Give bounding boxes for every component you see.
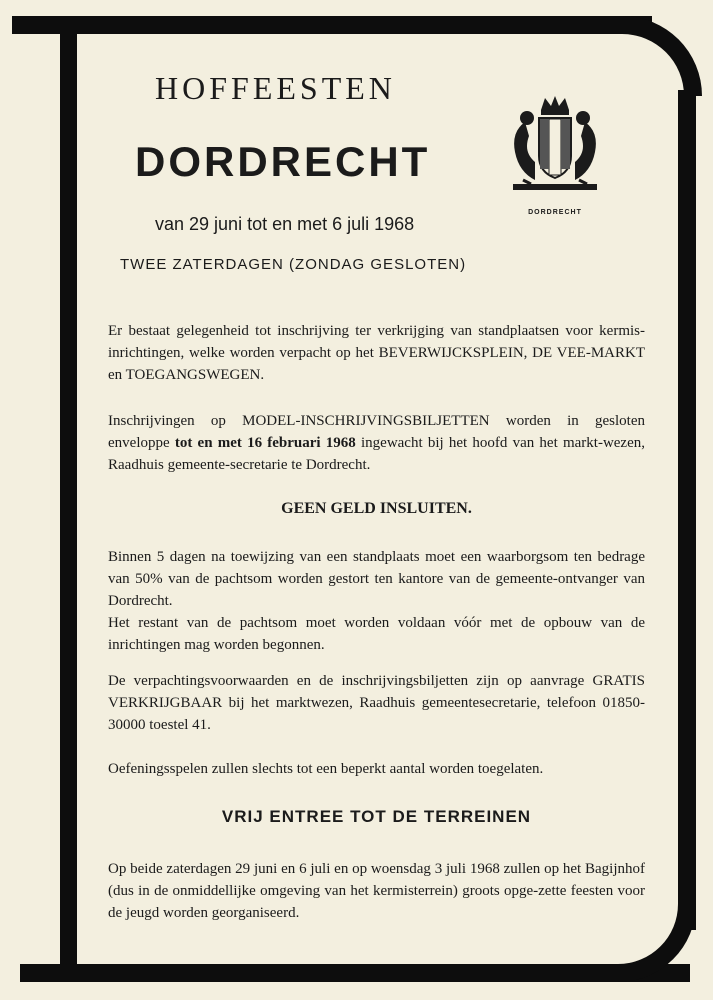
event-dates: van 29 juni tot en met 6 juli 1968 bbox=[155, 214, 415, 234]
paragraph-jeugdfeesten: Op beide zaterdagen 29 juni en 6 juli en op woensdag 3 juli 1968 zullen op het Bagijnhof (dus in de onmiddellijke omgeving van het kermisterrein) groots opge-zette feesten voor de jeugd worden georganiseerd. bbox=[108, 861, 645, 921]
coat-of-arms bbox=[505, 92, 605, 217]
border-top bbox=[12, 16, 652, 34]
paragraph-voorwaarden: De verpachtingsvoorwaarden en de inschrijvingsbiljetten zijn op aanvrage GRATIS VERKRIJGBAAR bij het marktwezen, Raadhuis gemeentesecretarie, telefoon 01850-30000 toestel 41. bbox=[108, 673, 645, 733]
border-left bbox=[60, 34, 77, 964]
poster-header bbox=[100, 60, 650, 273]
paragraph-inschrijving: Er bestaat gelegenheid tot inschrijving ter verkrijging van standplaatsen voor kermis-inrichtingen, welke worden verpacht op het BEVERWIJCKSPLEIN, DE VEE-MARKT en TOEGANGSWEGEN. bbox=[108, 323, 645, 383]
paragraph-modelbiljetten-a: Inschrijvingen op MODEL-INSCHRIJVINGSBILJETTEN worden in gesloten enveloppe bbox=[108, 413, 645, 451]
paragraph-oefeningsspelen: Oefeningsspelen zullen slechts tot een beperkt aantal worden toegelaten. bbox=[108, 761, 544, 777]
paragraph-restant: Het restant van de pachtsom moet worden voldaan vóór met de opbouw van de inrichtingen mag worden begonnen. bbox=[108, 615, 645, 653]
paragraph-deadline: tot en met 16 februari 1968 bbox=[174, 435, 356, 451]
paragraph-modelbiljetten-b: ingewacht bij het hoofd van het markt-wezen, Raadhuis gemeente-secretarie te Dordrecht. bbox=[108, 435, 645, 473]
poster-content bbox=[100, 60, 650, 921]
coat-of-arms-caption: DORDRECHT bbox=[528, 209, 582, 216]
paragraph-modelbiljetten bbox=[108, 410, 645, 476]
notice-geen-geld: GEEN GELD INSLUITEN. bbox=[281, 500, 472, 517]
title-dordrecht: DORDRECHT bbox=[135, 138, 431, 185]
border-bottom bbox=[20, 964, 690, 982]
border-right bbox=[678, 90, 696, 930]
heading-vrij-entree: VRIJ ENTREE TOT DE TERREINEN bbox=[221, 807, 532, 826]
title-hoffeesten: HOFFEESTEN bbox=[155, 70, 396, 106]
paragraph-waarborgsom: Binnen 5 dagen na toewijzing van een standplaats moet een waarborgsom ten bedrage van 50% van de pachtsom worden gestort ten kantore van de gemeente-ontvanger van Dordrecht. bbox=[108, 549, 645, 609]
coat-of-arms-icon bbox=[505, 92, 605, 204]
subtitle: TWEE ZATERDAGEN (ZONDAG GESLOTEN) bbox=[120, 256, 467, 273]
